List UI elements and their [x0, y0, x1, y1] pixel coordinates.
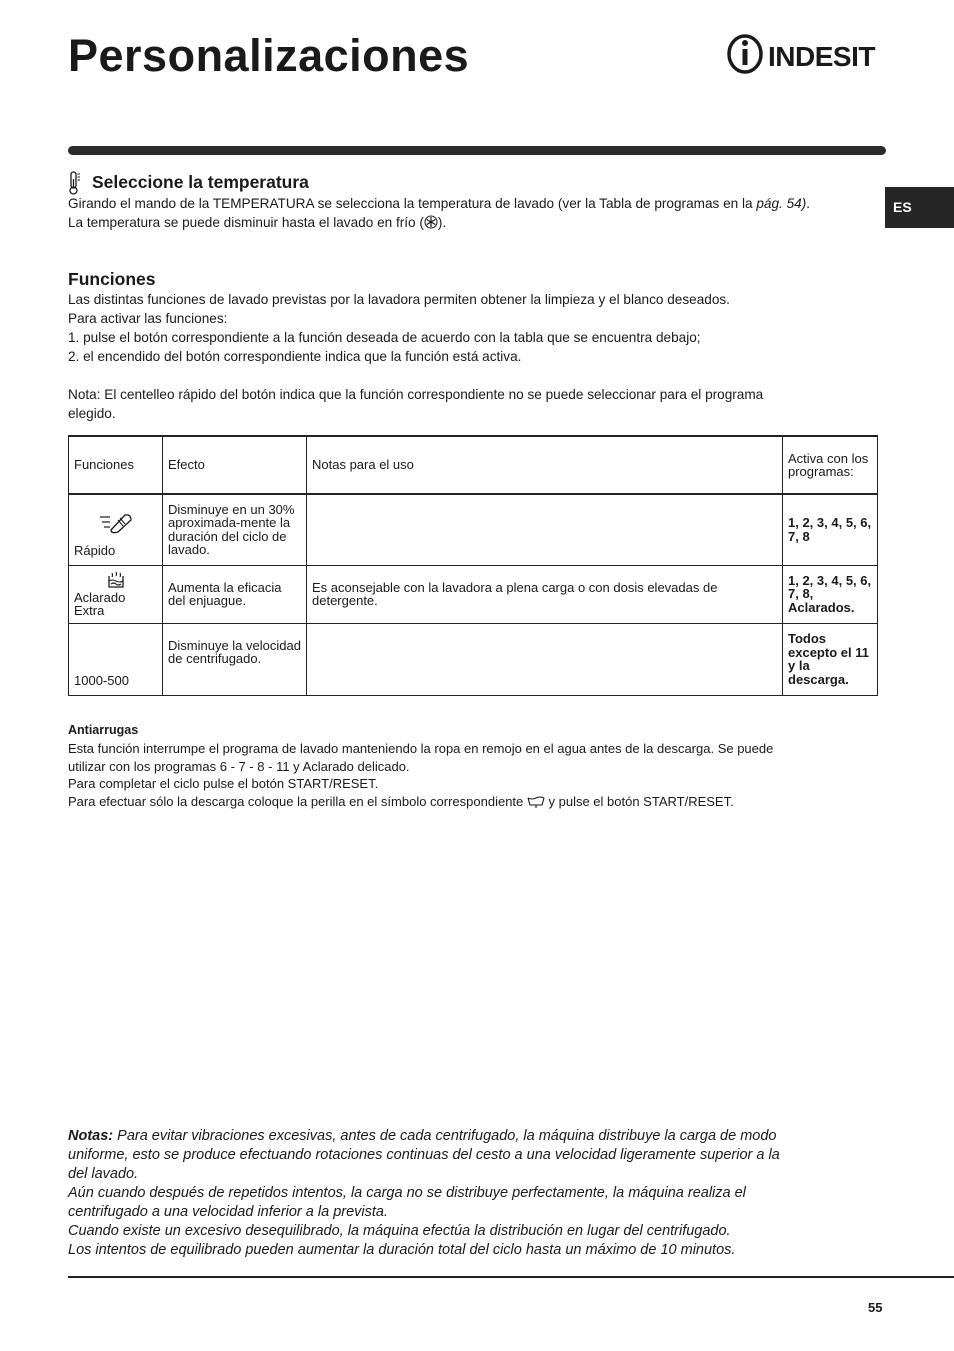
- antiarrugas-heading: Antiarrugas: [68, 723, 139, 737]
- antiarrugas-line-1: Esta función interrumpe el programa de lavado manteniendo la ropa en remojo en el agua antes de la descarga. Se puede: [68, 741, 774, 756]
- antiarrugas-line-4-end: y pulse el botón START/RESET.: [544, 794, 734, 809]
- notas-line-2: uniforme, esto se produce efectuando rotaciones continuas del cesto a una velocidad ligeramente superior a la: [68, 1147, 780, 1163]
- antiarrugas-line-3: Para completar el ciclo pulse el botón START/RESET.: [68, 776, 379, 791]
- temperatura-text-1: [68, 194, 874, 213]
- top-divider: [68, 146, 886, 155]
- notas-line-7: Los intentos de equilibrado pueden aumentar la duración total del ciclo hasta un máximo de 10 minutos.: [68, 1242, 736, 1258]
- notas-line-6: Cuando existe un excesivo desequilibrado, la máquina efectúa la distribución en lugar del centrifugado.: [68, 1223, 731, 1239]
- notas-line-4: Aún cuando después de repetidos intentos, la carga no se distribuye perfectamente, la máquina realiza el: [68, 1185, 746, 1201]
- fast-wash-icon: [98, 512, 134, 534]
- language-tab-label: ES: [893, 199, 912, 215]
- function-name: Aclarado Extra: [74, 589, 126, 618]
- temperatura-line1: Girando el mando de la TEMPERATURA se selecciona la temperatura de lavado (ver la Tabla de programas en la: [68, 196, 757, 211]
- effect-cell: Disminuye la velocidad de centrifugado.: [163, 623, 307, 695]
- notas-line-1: [68, 1127, 868, 1146]
- table-row: [69, 623, 878, 695]
- extra-rinse-icon: [107, 571, 125, 589]
- function-cell: [69, 623, 163, 695]
- temperatura-heading: Seleccione la temperatura: [92, 172, 309, 192]
- temperatura-text-2: [68, 213, 874, 232]
- programs-cell: Todos excepto el 11 y la descarga.: [783, 623, 878, 695]
- header-notas: Notas para el uso: [307, 436, 783, 494]
- antiarrugas-line-4: [68, 793, 734, 811]
- funciones-p3: 1. pulse el botón correspondiente a la función deseada de acuerdo con la tabla que se encuentra debajo;: [68, 330, 701, 345]
- table-header-row: [69, 436, 878, 494]
- function-name: Rápido: [74, 543, 116, 558]
- notes-cell: [307, 623, 783, 695]
- notas-line-3: del lavado.: [68, 1166, 139, 1182]
- notas-label: Notas:: [68, 1128, 114, 1144]
- table-row: [69, 565, 878, 623]
- page-reference: pág. 54): [756, 196, 807, 211]
- programs-cell: 1, 2, 3, 4, 5, 6, 7, 8: [783, 494, 878, 565]
- indesit-logo: [726, 33, 888, 75]
- svg-text:INDESIT: INDESIT: [768, 41, 875, 72]
- function-cell: [69, 494, 163, 565]
- effect-cell: Disminuye en un 30% aproximada-mente la duración del ciclo de lavado.: [163, 494, 307, 565]
- notas-line-5: centrifugado a una velocidad inferior a la prevista.: [68, 1204, 388, 1220]
- antiarrugas-line-2: utilizar con los programas 6 - 7 - 8 - 11 y Aclarado delicado.: [68, 759, 410, 774]
- header-efecto: Efecto: [163, 436, 307, 494]
- notas-text-1: Para evitar vibraciones excesivas, antes de cada centrifugado, la máquina distribuye la carga de modo: [113, 1128, 777, 1144]
- temperatura-line2-end: ).: [437, 215, 447, 230]
- page-number: 55: [868, 1300, 883, 1315]
- effect-cell: Aumenta la eficacia del enjuague.: [163, 565, 307, 623]
- programs-cell: 1, 2, 3, 4, 5, 6, 7, 8, Aclarados.: [783, 565, 878, 623]
- function-cell: [69, 565, 163, 623]
- function-name: 1000-500: [74, 673, 129, 688]
- cold-wash-icon: [424, 215, 438, 229]
- antiarrugas-line-4-start: Para efectuar sólo la descarga coloque la perilla en el símbolo correspondiente: [68, 794, 527, 809]
- table-row: [69, 494, 878, 565]
- notes-cell: Es aconsejable con la lavadora a plena carga o con dosis elevadas de detergente.: [307, 565, 783, 623]
- header-programas: Activa con los programas:: [783, 436, 878, 494]
- funciones-nota-1: Nota: El centelleo rápido del botón indica que la función correspondiente no se puede seleccionar para el programa: [68, 387, 764, 402]
- page-title: Personalizaciones: [68, 30, 470, 81]
- language-tab: [885, 187, 954, 228]
- header-funciones: Funciones: [69, 436, 163, 494]
- notes-cell: [307, 494, 783, 565]
- funciones-p4: 2. el encendido del botón correspondiente indica que la función está activa.: [68, 349, 522, 364]
- temperatura-line1-end: .: [806, 196, 811, 211]
- funciones-p1: Las distintas funciones de lavado previstas por la lavadora permiten obtener la limpieza y el blanco deseados.: [68, 292, 730, 307]
- temperatura-line2: La temperatura se puede disminuir hasta el lavado en frío (: [68, 215, 424, 230]
- funciones-nota-2: elegido.: [68, 406, 116, 421]
- funciones-heading: Funciones: [68, 269, 156, 289]
- thermometer-icon: [68, 171, 82, 195]
- drain-icon: [527, 795, 545, 807]
- functions-table: [68, 435, 878, 696]
- funciones-p2: Para activar las funciones:: [68, 311, 228, 326]
- bottom-divider: [68, 1276, 954, 1278]
